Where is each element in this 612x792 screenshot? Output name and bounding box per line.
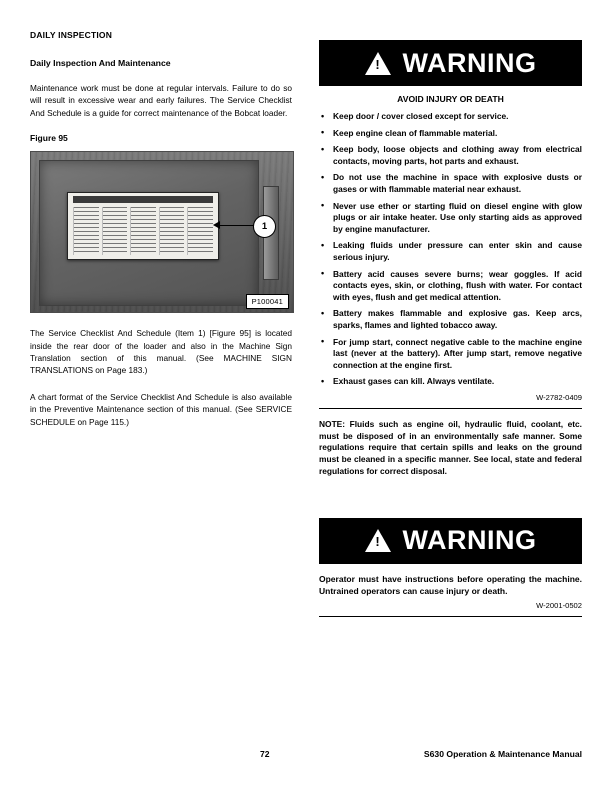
spacer	[319, 478, 582, 518]
left-column	[30, 30, 292, 442]
service-checklist-decal	[67, 192, 219, 260]
list-item: • Keep body, loose objects and clothing away from electrical contacts, moving parts, hot parts and exhaust.	[319, 144, 582, 167]
decal-column	[187, 207, 213, 255]
list-item: • Never use ether or starting fluid on diesel engine with glow plugs or air intake heater. Use only starting aids as approved by engine manufacturer.	[319, 201, 582, 236]
list-item: • Do not use the machine in space with explosive dusts or gases or with flammable material near exhaust.	[319, 172, 582, 195]
page-number: 72	[260, 749, 270, 759]
list-item: • Battery makes flammable and explosive gas. Keep arcs, sparks, flames and lighted tobacco away.	[319, 308, 582, 331]
decal-column	[159, 207, 185, 255]
warning-triangle-icon	[365, 52, 391, 75]
warning-2-text: Operator must have instructions before operating the machine. Untrained operators can cause injury or death.	[319, 573, 582, 596]
decal-columns	[73, 207, 213, 255]
manual-title: S630 Operation & Maintenance Manual	[423, 749, 582, 759]
warning-banner-2-label: WARNING	[402, 525, 537, 556]
list-item: • Keep engine clean of flammable material.	[319, 128, 582, 140]
list-item: • Battery acid causes severe burns; wear goggles. If acid contacts eyes, skin, or clothing, flush with water. For contact with eyes, flush and get medical attention.	[319, 269, 582, 304]
callout-number-1: 1	[253, 215, 276, 238]
figure-photo-id: P100041	[246, 294, 289, 309]
warning-banner-1	[319, 40, 582, 86]
note-lead-label: NOTE:	[319, 418, 346, 429]
note-block	[319, 419, 582, 478]
warning-2-code: W-2001-0502	[536, 601, 582, 611]
note-text: Fluids such as engine oil, hydraulic fluid, coolant, etc. must be disposed of in an environmentally safe manner. Some regulations require that certain spills and leaks on the ground must be cleaned in a specific manner. See local, state and federal regulations for correct disposal.	[319, 418, 583, 477]
paragraph-chart-format: A chart format of the Service Checklist And Schedule is also available in the Preventive Maintenance section of this manual. (See SERVICE SCHEDULE on Page 115.)	[30, 391, 292, 427]
warning-banner-1-label: WARNING	[402, 47, 537, 78]
section-heading: DAILY INSPECTION	[30, 30, 113, 40]
warning-banner-2	[319, 518, 582, 564]
warning-subtitle: AVOID INJURY OR DEATH	[397, 94, 504, 104]
callout-leader-line	[217, 225, 255, 226]
callout-arrow-icon	[213, 221, 220, 229]
figure-95-image	[30, 151, 294, 313]
warning-1-code: W-2782-0409	[536, 392, 582, 402]
divider-rule-2	[319, 616, 582, 617]
list-item: • Leaking fluids under pressure can enter skin and cause serious injury.	[319, 240, 582, 263]
list-item: • Keep door / cover closed except for service.	[319, 111, 582, 123]
page-footer	[30, 749, 582, 759]
decal-column	[73, 207, 99, 255]
figure-label: Figure 95	[30, 133, 68, 144]
divider-rule	[319, 408, 582, 409]
decal-column	[102, 207, 128, 255]
list-item: • For jump start, connect negative cable to the machine engine last (never at the battery). After jump start, remove negative connection at the engine first.	[319, 337, 582, 372]
decal-title-bar	[73, 196, 213, 203]
warning-triangle-icon	[365, 529, 391, 552]
right-column	[319, 40, 582, 627]
intro-paragraph: Maintenance work must be done at regular intervals. Failure to do so will result in excessive wear and early failures. The Service Checklist And Schedule is a guide for correct maintenance of the Bobcat loader.	[30, 83, 292, 118]
warning-bullet-list	[319, 111, 582, 388]
paragraph-checklist-location: The Service Checklist And Schedule (Item 1) [Figure 95] is located inside the rear door of the loader and also in the Machine Sign Translation section of this manual. (See MACHINE SIGN TRANSLATIONS on Page 183.)	[30, 328, 292, 376]
list-item: • Exhaust gases can kill. Always ventilate.	[319, 376, 582, 388]
subsection-heading: Daily Inspection And Maintenance	[30, 58, 171, 68]
decal-column	[130, 207, 156, 255]
